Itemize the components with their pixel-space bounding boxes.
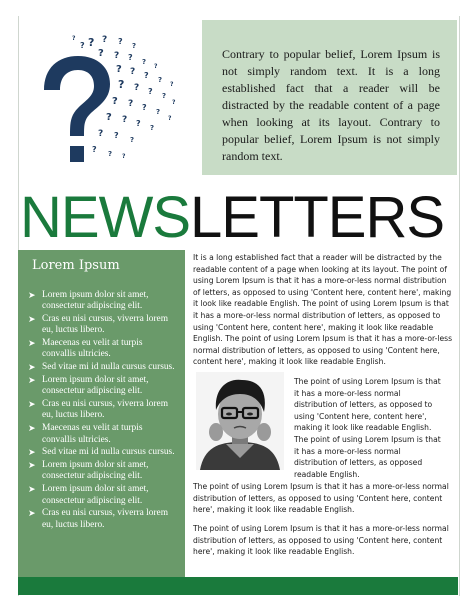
list-item-text: Maecenas eu velit at turpis convallis ultricies. — [42, 423, 143, 445]
svg-text:?: ? — [118, 37, 123, 46]
svg-text:?: ? — [72, 35, 76, 42]
arrow-bullet-icon: ➤ — [28, 460, 36, 471]
arrow-bullet-icon: ➤ — [28, 447, 36, 458]
boy-with-glasses-photo — [196, 372, 284, 470]
arrow-bullet-icon: ➤ — [28, 314, 36, 325]
arrow-bullet-icon: ➤ — [28, 362, 36, 373]
list-item-text: Lorem ipsum dolor sit amet, consectetur adipiscing elit. — [42, 484, 149, 506]
svg-text:?: ? — [88, 36, 95, 49]
sidebar-list — [26, 290, 176, 532]
list-item-text: Maecenas eu velit at turpis convallis ultricies. — [42, 338, 143, 360]
svg-text:?: ? — [128, 99, 134, 109]
footer-bar — [18, 577, 458, 595]
masthead-title — [20, 186, 460, 250]
arrow-bullet-icon: ➤ — [28, 484, 36, 495]
svg-text:?: ? — [158, 76, 163, 84]
svg-text:?: ? — [150, 124, 155, 132]
svg-text:?: ? — [130, 136, 135, 144]
svg-text:?: ? — [108, 150, 113, 158]
list-item-text: Sed vitae mi id nulla cursus cursus. — [42, 447, 175, 458]
svg-text:?: ? — [168, 115, 172, 122]
svg-text:?: ? — [162, 92, 167, 100]
svg-text:?: ? — [122, 115, 128, 125]
svg-text:?: ? — [122, 153, 126, 160]
article-paragraph-2: The point of using Lorem Ipsum is that it has a more-or-less normal distribution of letters, as opposed to using 'Content here, content here', making it look like readable English. The point of using Lorem Ipsum is that it has a more-or-less normal distribution of letters, as opposed readable English. — [294, 377, 441, 479]
list-item — [26, 338, 176, 361]
list-item — [26, 314, 176, 337]
masthead-news: NEWS — [20, 185, 190, 250]
svg-text:?: ? — [114, 131, 119, 140]
list-item — [26, 423, 176, 446]
arrow-bullet-icon: ➤ — [28, 338, 36, 349]
svg-text:?: ? — [142, 58, 147, 66]
arrow-bullet-icon: ➤ — [28, 508, 36, 519]
list-item — [26, 399, 176, 422]
svg-text:?: ? — [148, 87, 153, 96]
list-item — [26, 484, 176, 507]
svg-text:?: ? — [92, 145, 97, 154]
svg-text:?: ? — [106, 112, 112, 123]
arrow-bullet-icon: ➤ — [28, 375, 36, 386]
list-item-text: Lorem ipsum dolor sit amet, consectetur adipiscing elit. — [42, 460, 149, 482]
list-item-text: Cras eu nisi cursus, viverra lorem eu, luctus libero. — [42, 314, 169, 336]
arrow-bullet-icon: ➤ — [28, 290, 36, 300]
list-item — [26, 460, 176, 483]
svg-text:?: ? — [112, 96, 118, 107]
list-item-text: Cras eu nisi cursus, viverra lorem eu, luctus libero. — [42, 508, 169, 530]
list-item-text: Lorem ipsum dolor sit amet, consectetur adipiscing elit. — [42, 375, 149, 397]
list-item-text: Sed vitae mi id nulla cursus cursus. — [42, 362, 175, 373]
question-mark-logo-icon — [22, 28, 182, 178]
svg-text:?: ? — [128, 53, 133, 62]
svg-text:?: ? — [142, 103, 147, 112]
list-item — [26, 362, 176, 373]
article-paragraph-4: The point of using Lorem Ipsum is that it has a more-or-less normal distribution of letters, as opposed to using 'Content here, content here', making it look like readable English. — [193, 524, 449, 557]
list-item — [26, 508, 176, 531]
svg-text:?: ? — [172, 99, 176, 106]
svg-text:?: ? — [170, 81, 174, 88]
svg-text:?: ? — [98, 48, 104, 59]
arrow-bullet-icon: ➤ — [28, 423, 36, 434]
svg-text:?: ? — [132, 42, 137, 50]
list-item — [26, 290, 176, 313]
list-item — [26, 447, 176, 458]
list-item-text: Cras eu nisi cursus, viverra lorem eu, luctus libero. — [42, 399, 169, 421]
svg-text:?: ? — [136, 119, 141, 128]
svg-text:?: ? — [118, 78, 125, 91]
svg-text:?: ? — [154, 63, 158, 70]
list-item — [26, 375, 176, 398]
svg-text:?: ? — [98, 129, 104, 139]
sidebar-title: Lorem Ipsum — [32, 258, 120, 273]
svg-text:?: ? — [80, 41, 85, 50]
arrow-bullet-icon: ➤ — [28, 399, 36, 410]
svg-text:?: ? — [130, 67, 136, 77]
article-paragraph-3: The point of using Lorem Ipsum is that it has a more-or-less normal distribution of letters, as opposed to using 'Content here, content here', making it look like readable English. — [193, 482, 449, 515]
article-paragraph-1: It is a long established fact that a reader will be distracted by the readable content of a page when looking at its layout. The point of using Lorem Ipsum is that it has a more-or-less normal distribution of letters, as opposed to using 'Content here, content here', making it look like readable English. The point of using Lorem Ipsum is that it has a more-or-less normal distribution of letters, as opposed to using 'Content here, content here', making it look like readable English. The point of using Lorem Ipsum is that it has a more-or-less normal distribution of letters, as opposed to using 'Content here, content here', making it look like readable English. — [193, 253, 453, 367]
svg-text:?: ? — [116, 64, 122, 75]
svg-text:?: ? — [102, 35, 108, 45]
svg-text:?: ? — [156, 108, 161, 116]
intro-text: Contrary to popular belief, Lorem Ipsum is not simply random text. It is a long established fact that a reader will be distracted by the readable content of a page when looking at its layout. Contrary to popular belief, Lorem Ipsum is not simply random text. — [222, 47, 440, 163]
svg-text:?: ? — [134, 83, 140, 93]
masthead-letters: LETTERS — [190, 185, 445, 250]
svg-text:?: ? — [114, 51, 120, 61]
svg-text:?: ? — [144, 71, 149, 80]
list-item-text: Lorem ipsum dolor sit amet, consectetur adipiscing elit. — [42, 290, 149, 312]
